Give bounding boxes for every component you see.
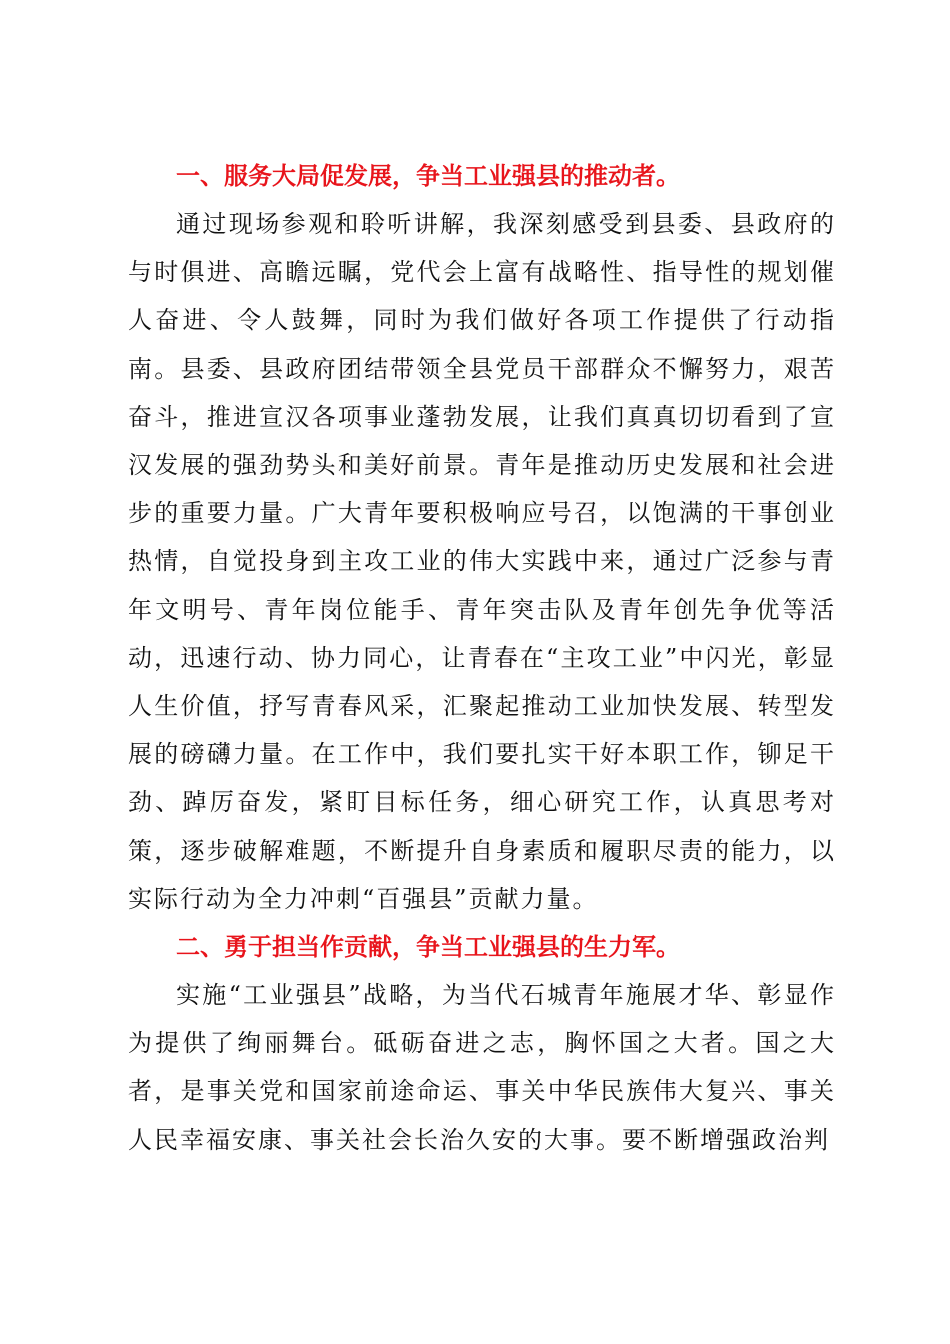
- section-1-heading: 一、服务大局促发展，争当工业强县的推动者。: [176, 162, 680, 190]
- section-2-paragraph: 实施“工业强县”战略，为当代石城青年施展才华、彰显作为提供了绚丽舞台。砥砺奋进之志，胸怀国之大者。国之大者，是事关党和国家前途命运、事关中华民族伟大复兴、事关人民幸福安康、事关社会长治久安的大事。要不断增强政治判: [128, 981, 836, 1154]
- section-1-paragraph: 通过现场参观和聆听讲解，我深刻感受到县委、县政府的与时俱进、高瞻远瞩，党代会上富有战略性、指导性的规划催人奋进、令人鼓舞，同时为我们做好各项工作提供了行动指南。县委、县政府团结带领全县党员干部群众不懈努力，艰苦奋斗，推进宣汉各项事业蓬勃发展，让我们真真切切看到了宣汉发展的强劲势头和美好前景。青年是推动历史发展和社会进步的重要力量。广大青年要积极响应号召，以饱满的干事创业热情，自觉投身到主攻工业的伟大实践中来，通过广泛参与青年文明号、青年岗位能手、青年突击队及青年创先争优等活动，迅速行动、协力同心，让青春在“主攻工业”中闪光，彰显人生价值，抒写青春风采，汇聚起推动工业加快发展、转型发展的磅礴力量。在工作中，我们要扎实干好本职工作，铆足干劲、踔厉奋发，紧盯目标任务，细心研究工作，认真思考对策，逐步破解难题，不断提升自身素质和履职尽责的能力，以实际行动为全力冲刺“百强县”贡献力量。: [128, 210, 836, 913]
- section-2-heading: 二、勇于担当作贡献，争当工业强县的生力军。: [176, 933, 680, 962]
- document-body: [128, 152, 836, 1164]
